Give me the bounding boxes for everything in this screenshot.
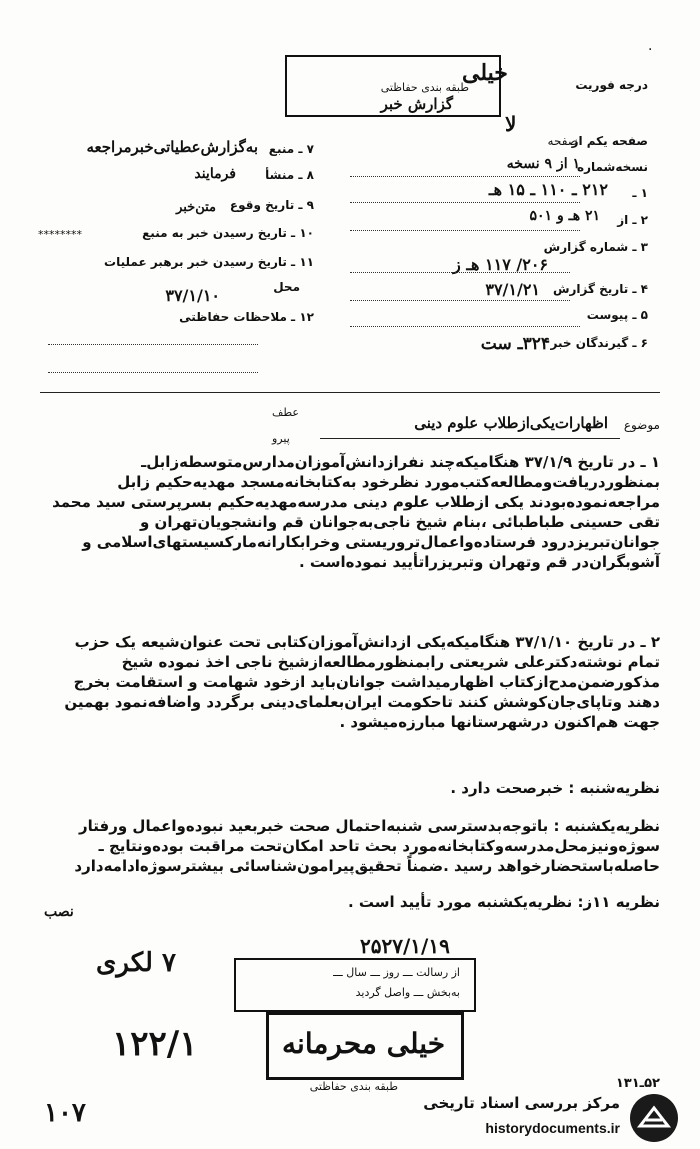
- left-field-label: ۷ ـ منبع: [268, 142, 314, 156]
- field-line: [48, 344, 258, 345]
- field-line: [48, 372, 258, 373]
- subject-margin-note-1: عطف: [272, 406, 299, 419]
- subject-margin-note-2: پیرو: [272, 432, 290, 445]
- field-line: [350, 230, 580, 231]
- right-field-value: صفحه: [547, 134, 578, 148]
- right-field-label: ۱ ـ: [632, 186, 648, 200]
- right-field-value: ۲۰۶/ ۱۱۷ هـ ز: [453, 255, 548, 274]
- right-field-label: ۳ ـ شماره گزارش: [543, 240, 648, 254]
- left-field-label: محل: [273, 280, 300, 294]
- receipt-stamp-box: [234, 958, 476, 1012]
- left-field-label: ۱۱ ـ تاریخ رسیدن خبر برهبر عملیات: [104, 255, 314, 269]
- right-field-label: ۲ ـ از: [617, 213, 648, 227]
- handwritten-note: ۷ لکری: [96, 948, 176, 978]
- report-paragraph-2: ۲ ـ در تاریخ ۳۷/۱/۱۰ هنگامیکه‌یکی ازدانش‌آموزان‌کتابی تحت عنوان‌شیعه یک حزب تمام نوشته‌دکترعلی شریعتی رابمنظورمطالعه‌ازشیخ ناجی اخذ نموده شیخ مذکورضمن‌مدح‌ازکتاب اظهارمیداشت جوانان‌باید ازخود شهامت و استقامت بخرج دهند وتاپای‌جان‌کوشش کنند تاحکومت ایران‌بعلمای‌دینی برگردد واضافه‌نمود بهمین جهت هم‌اکنون درشهرستانها مبارزه‌میشود .: [64, 633, 660, 731]
- subject-value: اظهارات‌یکی‌ازطلاب علوم دینی: [414, 414, 608, 432]
- handwritten-bottom-number: ۱۰۷: [44, 1098, 86, 1128]
- classification-small: طبقه بندی حفاظتی: [309, 1080, 398, 1093]
- left-field-label: ۹ ـ تاریخ وقوع: [229, 198, 314, 212]
- opinion-sunday: نظریه‌یکشنبه : باتوجه‌بدسترسی شنبه‌احتمال صحت خبربعید نبوده‌واعمال ورفتار سوژه‌ونیزمحل‌مدرسه‌وکتابخانه‌مورد بحث تاحد امکان‌تحت مراقبت بوده‌ونتایج ـ حاصله‌باستحضارخواهد رسید .ضمناً تحقیق‌پیرامون‌شناسائی بیشترسوژه‌ادامه‌دارد: [74, 817, 660, 875]
- right-field-value: ۳۲۴ـ ست: [480, 334, 550, 354]
- right-field-label: ۵ ـ پیوست: [586, 308, 648, 322]
- left-field-value: فرمایند: [194, 166, 236, 182]
- left-field-label: ۸ ـ منشأ: [265, 168, 314, 182]
- handwritten-number: ۱۲۲/۱: [112, 1024, 198, 1064]
- right-field-label: نسخه‌شماره: [577, 160, 648, 174]
- archive-website: historydocuments.ir: [485, 1120, 620, 1136]
- field-line: [350, 202, 580, 203]
- right-field-label: ۶ ـ گیرندگان خبر: [550, 336, 648, 350]
- report-paragraph-1: ۱ ـ در تاریخ ۳۷/۱/۹ هنگامیکه‌چند نفرازدانش‌آموزان‌مدارس‌متوسطه‌زابل‌ـ بمنظوردریافت‌ومطالعه‌کتب‌مورد نظرخود به‌کتابخانه‌مسجد مهدیه‌حکیم زابل مراجعه‌نموده‌بودند یکی ازطلاب علوم دینی مدرسه‌مهدیه‌حکیم بسرپرستی سید محمد تقی حسینی طباطبائی ،بنام شیخ ناجی‌به‌جوانان قم وانشجویان‌تهران و جوانان‌تبریزدرود فرستاده‌واعمال‌تروریستی وخرابکارانه‌مارکسیستهای‌اسلامی و آشوبگران‌در قم وتهران وتبریزراتأیید نموده‌است .: [52, 453, 660, 571]
- field-line: [350, 176, 580, 177]
- left-field-value: به‌گزارش‌عطیاتی‌خبرمراجعه: [86, 138, 258, 156]
- right-field-value: ۲۱۲ ـ ۱۱۰ ـ ۱۵ هـ: [488, 180, 608, 199]
- left-field-value: متن‌خبر: [176, 200, 216, 215]
- archive-name: مرکز بررسی اسناد تاریخی: [423, 1094, 620, 1112]
- right-field-value: ۱ از ۹ نسخه: [506, 156, 580, 172]
- margin-scribble: نصب: [44, 904, 74, 920]
- classification-stamp-box: [266, 1012, 464, 1080]
- corner-mark: ·: [648, 42, 653, 58]
- left-field-label: ۱۰ ـ تاریخ رسیدن خبر به منبع: [142, 226, 314, 240]
- archive-logo-icon: [626, 1092, 682, 1144]
- right-field-label: صفحه یکم از: [571, 134, 648, 148]
- stamp-line-1: از رسالت ـــ روز ـــ سال ـــ: [333, 966, 460, 979]
- header-handwriting: خیلی: [462, 60, 508, 86]
- left-field-label: ۱۲ ـ ملاحظات حفاظتی: [179, 310, 314, 324]
- subject-label: موضوع: [623, 418, 660, 432]
- header-classification-label: طبقه بندی حفاظتی: [380, 81, 469, 94]
- field-line: [350, 300, 570, 301]
- opinion-saturday: نظریه‌شنبه : خبرصحت دارد .: [450, 779, 660, 797]
- field-line: [350, 326, 580, 327]
- stamp-number: ۲۵۲۷/۱/۱۹: [360, 934, 450, 958]
- document-code: ۵۲ـ۱۳۱: [615, 1076, 660, 1091]
- classification-big: خیلی محرمانه: [282, 1027, 445, 1060]
- subject-underline: [320, 438, 620, 439]
- left-field-value: ********: [38, 228, 82, 241]
- priority-label: درجه فوریت: [575, 78, 648, 92]
- field-line: [350, 272, 570, 273]
- right-field-value: ۳۷/۱/۲۱: [485, 280, 540, 299]
- stamp-line-2: به‌بخش ـــ واصل گردید: [355, 986, 460, 999]
- header-scrawl: لا: [505, 112, 517, 136]
- right-field-value: ۲۱ هـ و ۵۰۱: [529, 208, 600, 224]
- left-field-value: ۳۷/۱/۱۰: [165, 286, 220, 305]
- section-divider: [40, 392, 660, 393]
- opinion-11z: نظریه ۱۱ز: نظریه‌یکشنبه مورد تأیید است .: [347, 893, 660, 911]
- right-field-label: ۴ ـ تاریخ گزارش: [552, 282, 648, 296]
- header-report-title: گزارش خبر: [380, 95, 453, 113]
